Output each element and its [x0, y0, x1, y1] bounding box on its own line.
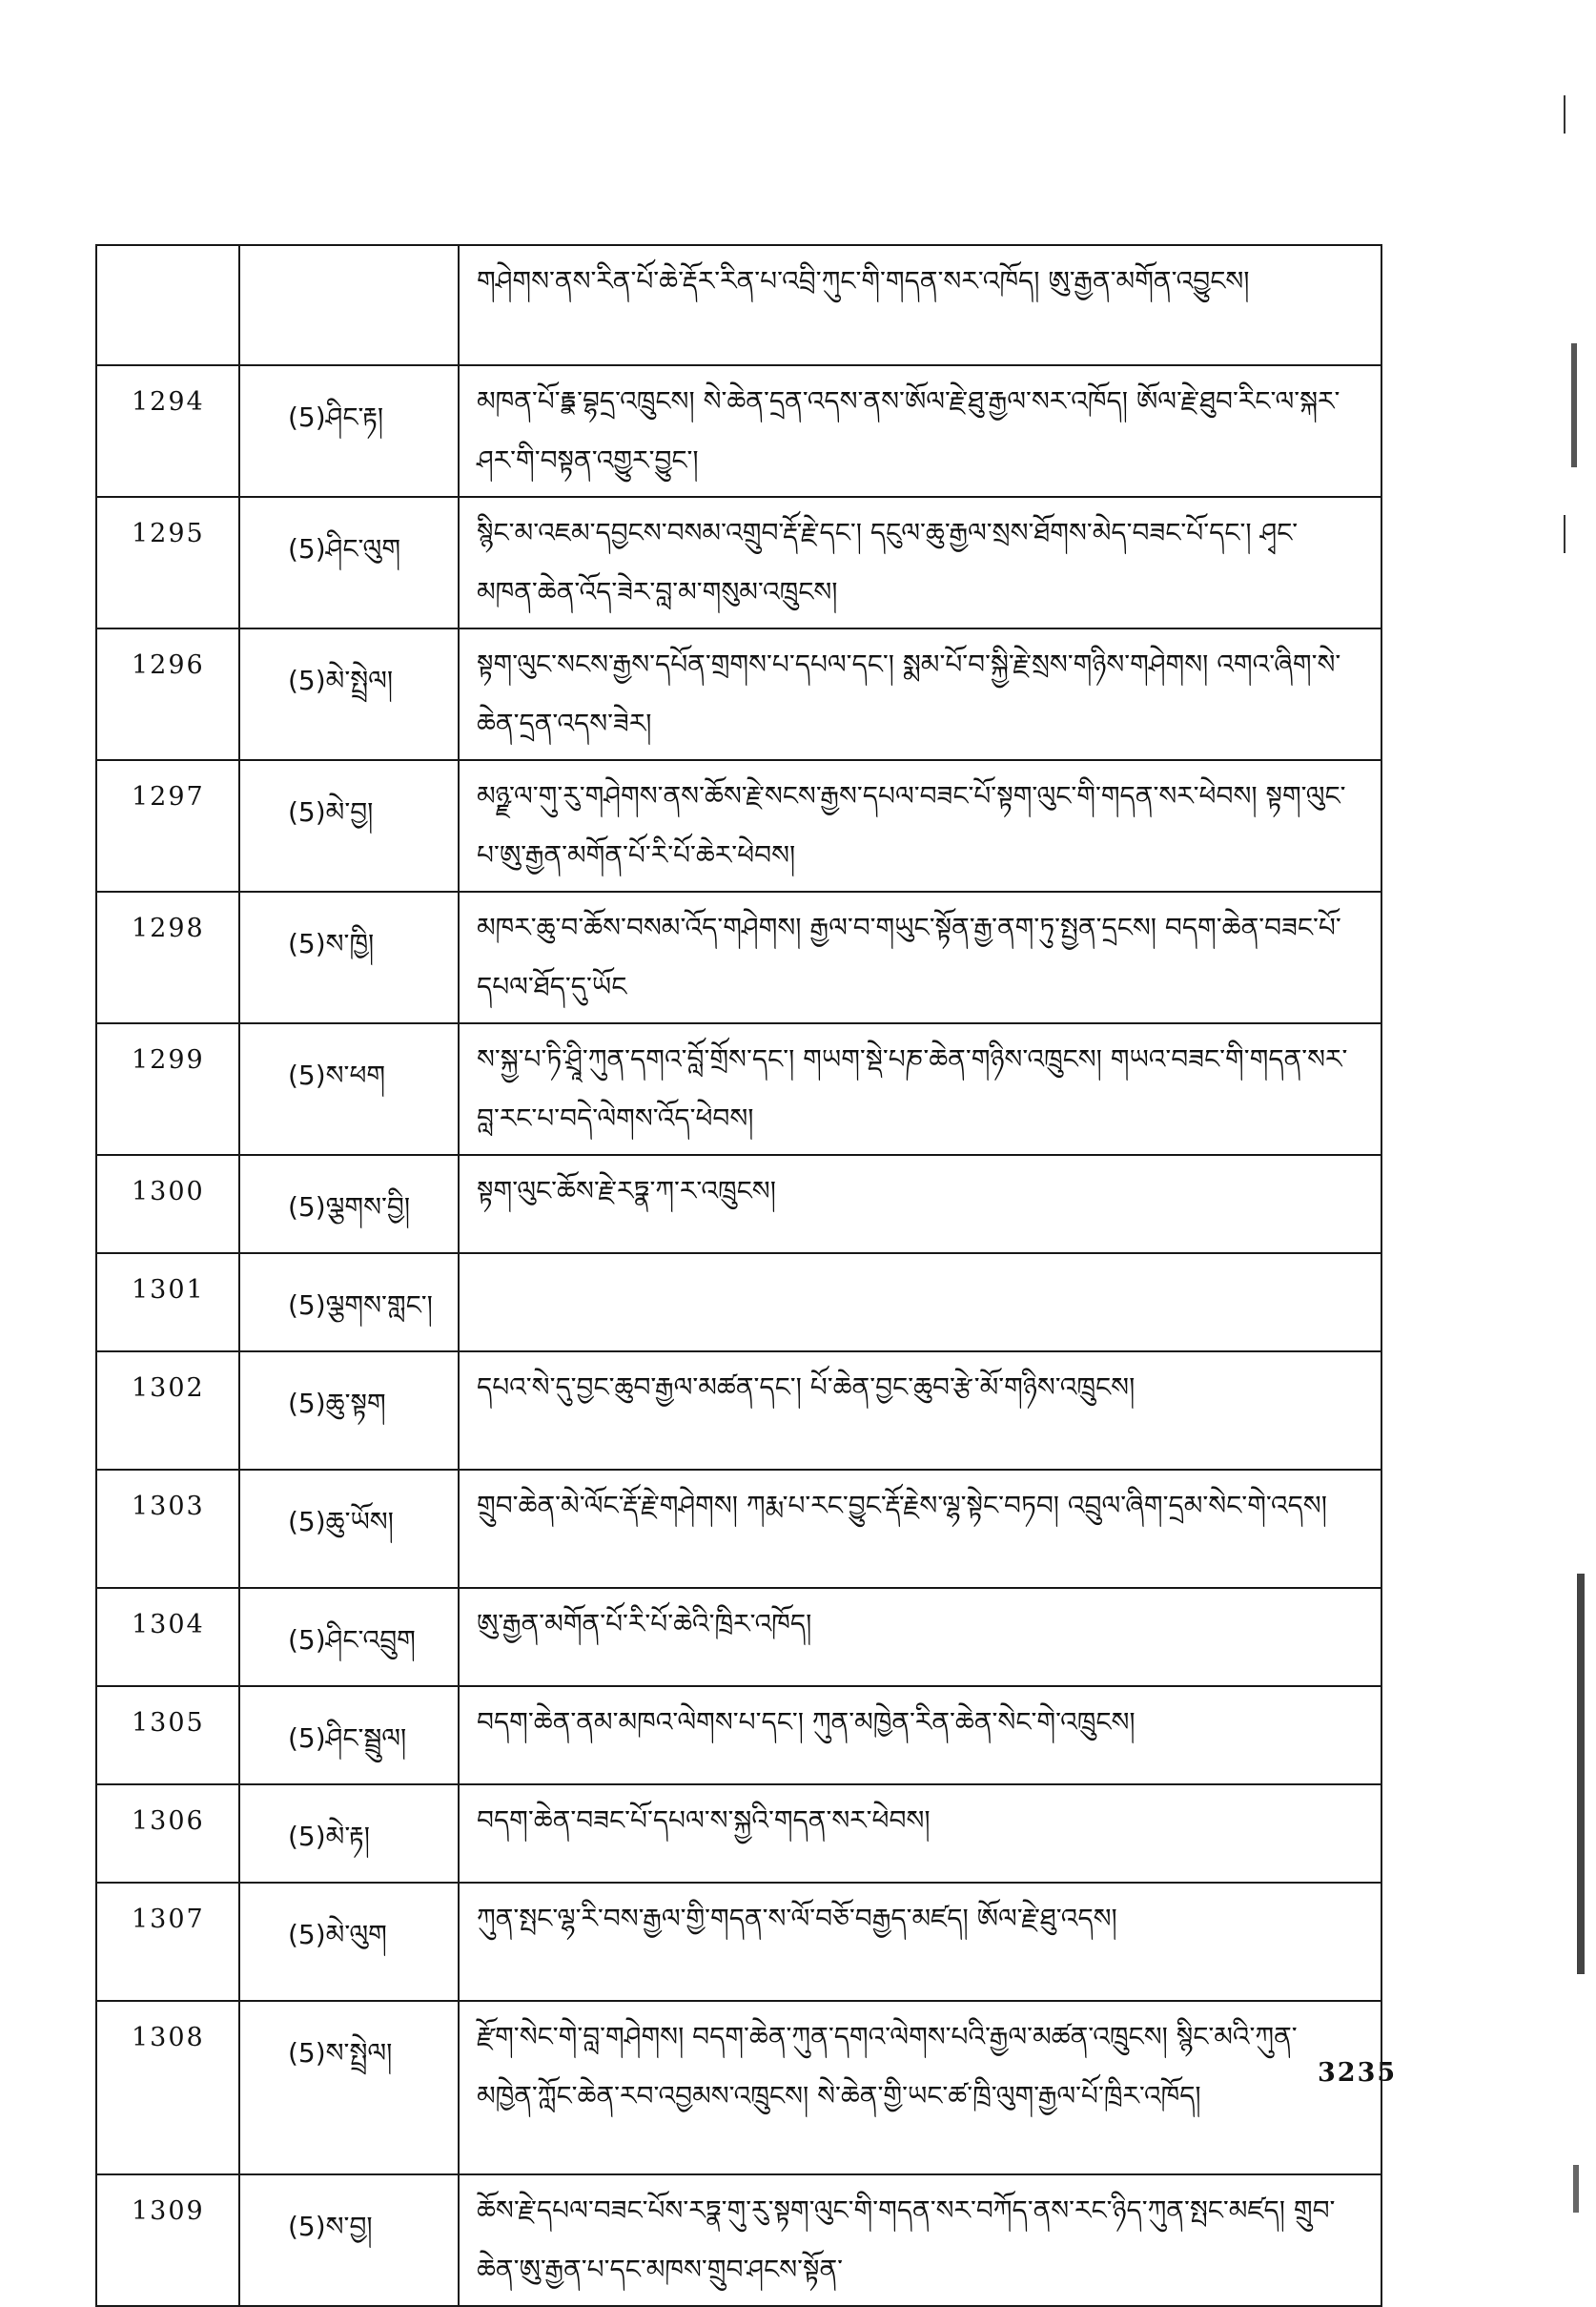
- scan-edge-mark: [1577, 1574, 1585, 1974]
- entry-label: (5)ས་ཕག: [239, 1023, 459, 1155]
- entry-label: (5)མེ་བྱ།: [239, 760, 459, 892]
- entry-text: དཔའ་སེ་དུ་བྱང་ཆུབ་རྒྱལ་མཚན་དང་། པོ་ཆེན་བྱང་ཆུབ་རྩེ་མོ་གཉིས་འཁྲུངས།: [459, 1351, 1381, 1470]
- entry-number: 1298: [96, 892, 239, 1023]
- table-row: [96, 892, 1381, 1023]
- table-row: [96, 2001, 1381, 2174]
- entry-text: མཉྫ་ལ་གུ་རུ་གཤེགས་ནས་ཆོས་རྗེ་སངས་རྒྱས་དཔལ་བཟང་པོ་སྟག་ལུང་གི་གདན་སར་ཕེབས། སྟག་ལུང་པ་ཨུ་རྒྱན་མགོན་པོ་རི་པོ་ཆེར་ཕེབས།: [459, 760, 1381, 892]
- entry-number: 1300: [96, 1155, 239, 1253]
- entry-text: བདག་ཆེན་བཟང་པོ་དཔལ་ས་སྐྱའི་གདན་སར་ཕེབས།: [459, 1784, 1381, 1883]
- entry-label: (5)ཤིང་ལུག: [239, 497, 459, 628]
- scan-edge-mark: [1564, 95, 1565, 134]
- entry-number: [96, 245, 239, 365]
- entry-number: 1301: [96, 1253, 239, 1351]
- entry-number: 1294: [96, 365, 239, 497]
- entry-text: ཀུན་སྤང་ལྷ་རི་བས་རྒྱལ་གྱི་གདན་ས་ལོ་བཅོ་བརྒྱད་མཛད། ཨོལ་རྗེ་ཐུ་འདས།: [459, 1883, 1381, 2001]
- entry-label: (5)མེ་ལུག: [239, 1883, 459, 2001]
- entry-label: [239, 245, 459, 365]
- entry-label: (5)མེ་སྤྲེལ།: [239, 628, 459, 760]
- entry-text: རྫོག་སེང་གེ་བླ་གཤེགས། བདག་ཆེན་ཀུན་དགའ་ལེགས་པའི་རྒྱལ་མཚན་འཁྲུངས། སྙིང་མའི་ཀུན་མཁྱེན་ཀློང་ཆེན་རབ་འབྱམས་འཁྲུངས། སེ་ཆེན་གྱི་ཡང་ཚ་ཁྲི་ལུག་རྒྱལ་པོ་ཁྲིར་འཁོད།: [459, 2001, 1381, 2174]
- entry-label: (5)ཆུ་ཡོས།: [239, 1470, 459, 1588]
- entry-number: 1297: [96, 760, 239, 892]
- table-body: [96, 245, 1381, 2306]
- table-row: [96, 1784, 1381, 1883]
- table-row: [96, 497, 1381, 628]
- entry-number: 1299: [96, 1023, 239, 1155]
- table-row: [96, 365, 1381, 497]
- entry-number: 1302: [96, 1351, 239, 1470]
- entry-text: ས་སྐྱ་པ་ཏི་ཤྲཱི་ཀུན་དགའ་བློ་གྲོས་དང་། གཡག་སྡེ་པཎ་ཆེན་གཉིས་འཁྲུངས། གཡའ་བཟང་གི་གདན་སར་བླ་རང་པ་བདེ་ལེགས་འོད་ཕེབས།: [459, 1023, 1381, 1155]
- entry-text: མཁན་པོ་རྟྣ་བྷདྲ་འཁྲུངས། སེ་ཆེན་དྲན་འདས་ནས་ཨོལ་རྗེ་ཐུ་རྒྱལ་སར་འཁོད། ཨོལ་རྗེ་ཐུབ་རིང་ལ་སྐར་ཤར་གི་བསྟན་འགྱུར་བྱུང་།: [459, 365, 1381, 497]
- entry-label: (5)ས་བྱ།: [239, 2174, 459, 2306]
- entry-text: མཁར་ཆུ་བ་ཆོས་བསམ་འོད་གཤེགས། རྒྱལ་བ་གཡུང་སྟོན་རྒྱ་ནག་ཏུ་སྤྱན་དྲངས། བདག་ཆེན་བཟང་པོ་དཔལ་ཐོད་དུ་ཡོང: [459, 892, 1381, 1023]
- page-number: 3235: [1318, 2058, 1398, 2088]
- entry-number: 1305: [96, 1686, 239, 1784]
- scan-edge-mark: [1573, 2165, 1579, 2213]
- table-row: [96, 245, 1381, 365]
- entry-label: (5)ས་སྤྲེལ།: [239, 2001, 459, 2174]
- entry-number: 1303: [96, 1470, 239, 1588]
- table-row: [96, 1253, 1381, 1351]
- entry-label: (5)ཤིང་རྟ།: [239, 365, 459, 497]
- scan-edge-mark: [1564, 515, 1565, 553]
- entry-number: 1309: [96, 2174, 239, 2306]
- entry-text: སྟག་ལུང་སངས་རྒྱས་དཔོན་གྲགས་པ་དཔལ་དང་། སྨམ་པོ་བ་སྐྱི་རྗེ་སྲས་གཉིས་གཤེགས། འགའ་ཞིག་སེ་ཆེན་དྲན་འདས་ཟེར།: [459, 628, 1381, 760]
- entry-number: 1296: [96, 628, 239, 760]
- entry-label: (5)ཤིང་སྦྲུལ།: [239, 1686, 459, 1784]
- table-row: [96, 1686, 1381, 1784]
- table-row: [96, 760, 1381, 892]
- table-row: [96, 1023, 1381, 1155]
- entry-text: ཨུ་རྒྱན་མགོན་པོ་རི་པོ་ཆེའི་ཁྲིར་འཁོད།: [459, 1588, 1381, 1686]
- table-row: [96, 1883, 1381, 2001]
- entry-text: གཤེགས་ནས་རིན་པོ་ཆེ་རྡོར་རིན་པ་འབྲི་ཀུང་གི་གདན་སར་འཁོད། ཨུ་རྒྱན་མགོན་འབྱུངས།: [459, 245, 1381, 365]
- entry-label: (5)ཆུ་སྟག: [239, 1351, 459, 1470]
- entry-text: ཆོས་རྗེ་དཔལ་བཟང་པོས་རཏྣ་གུ་རུ་སྟག་ལུང་གི་གདན་སར་བཀོད་ནས་རང་ཉིད་ཀུན་སྤང་མཛད། གྲུབ་ཆེན་ཨུ་རྒྱན་པ་དང་མཁས་གྲུབ་ཤངས་སྟོན་: [459, 2174, 1381, 2306]
- entry-number: 1307: [96, 1883, 239, 2001]
- entry-label: (5)ས་ཁྱི།: [239, 892, 459, 1023]
- table-row: [96, 1588, 1381, 1686]
- entry-number: 1304: [96, 1588, 239, 1686]
- entry-text: སྙིང་མ་འཇམ་དབྱངས་བསམ་འགྲུབ་རྡོ་རྗེ་དང་། དངུལ་ཆུ་རྒྱལ་སྲས་ཐོགས་མེད་བཟང་པོ་དང་། ཤྭང་མཁན་ཆེན་འོད་ཟེར་བླ་མ་གསུམ་འཁྲུངས།: [459, 497, 1381, 628]
- entry-text: གྲུབ་ཆེན་མེ་ལོང་རྡོ་རྗེ་གཤེགས། ཀརྨ་པ་རང་བྱུང་རྡོ་རྗེས་ལྷ་སྟེང་བཏབ། འབྲུལ་ཞིག་དྲམ་སེང་གེ་འདས།: [459, 1470, 1381, 1588]
- chronology-table: [95, 244, 1382, 2307]
- table-row: [96, 628, 1381, 760]
- entry-label: (5)ལྕགས་བྱི།: [239, 1155, 459, 1253]
- entry-text: བདག་ཆེན་ནམ་མཁའ་ལེགས་པ་དང་། ཀུན་མཁྱེན་རིན་ཆེན་སེང་གེ་འཁྲུངས།: [459, 1686, 1381, 1784]
- entry-number: 1306: [96, 1784, 239, 1883]
- entry-label: (5)ཤིང་འབྲུག: [239, 1588, 459, 1686]
- entry-number: 1308: [96, 2001, 239, 2174]
- entry-text: སྟག་ལུང་ཆོས་རྗེ་རཏྣ་ཀ་ར་འཁྲུངས།: [459, 1155, 1381, 1253]
- table-row: [96, 2174, 1381, 2306]
- table-row: [96, 1351, 1381, 1470]
- entry-text: [459, 1253, 1381, 1351]
- entry-label: (5)ལྕགས་གླང་།: [239, 1253, 459, 1351]
- table-row: [96, 1470, 1381, 1588]
- entry-label: (5)མེ་རྟ།: [239, 1784, 459, 1883]
- entry-number: 1295: [96, 497, 239, 628]
- table-row: [96, 1155, 1381, 1253]
- scan-edge-mark: [1571, 343, 1577, 467]
